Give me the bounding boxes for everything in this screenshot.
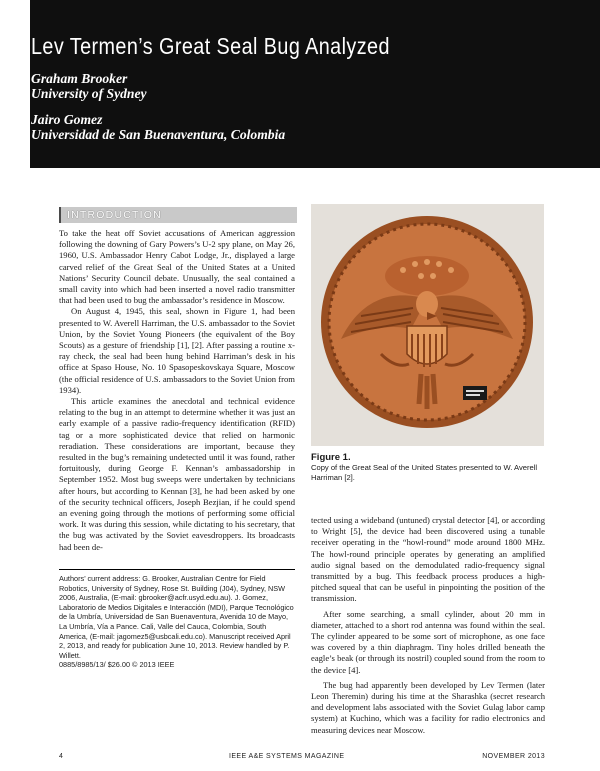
section-heading-bar	[59, 207, 297, 223]
article-title: Lev Termen’s Great Seal Bug Analyzed	[31, 33, 390, 59]
section-heading: INTRODUCTION	[67, 209, 162, 221]
affiliation-text: Authors’ current address: G. Brooker, Australian Centre for Field Robotics, University of Sydney, Rose St. Building (J04), Sydney, NSW 2006, Australia, (E-mail: gbrooker@acfr.usyd.edu.au). J. Gomez, Laboratorio de Medios Digitales e Interacción (MDI), Parque Tecnológico de la Umbría, Universidad de San Buenaventura, Avenida 10 de Mayo, La Umbría, Vía a Pance. Cali, Valle del Cauca, Colombia, South America, (E-mail: jagomez5@usbcali.edu.co). Manuscript received April 2, 2013, and ready for publication June 10, 2013. Review handled by P. Willett.	[59, 574, 294, 660]
paragraph: On August 4, 1945, this seal, shown in Figure 1, had been presented to W. Averell Harriman, the U.S. ambassador to the Soviet Union, by the Soviet Young Pioneers (the equivalent of the Boy Scouts) as a gesture of friendship [1], [2]. After passing a routine x-ray check, the seal had been hung behind Harriman’s desk in his office at Spaso House, No. 10 Spasopeskovskaya Square, Moscow (the official residence of U.S. ambassadors to the Soviet Union from 1934).	[59, 306, 295, 395]
body-column-right	[311, 515, 545, 747]
footnote-divider	[59, 569, 295, 570]
body-column-left	[59, 228, 295, 560]
magazine-name: IEEE A&E SYSTEMS MAGAZINE	[229, 753, 345, 760]
figure-great-seal-photo	[311, 204, 544, 446]
author-affiliation-footnote	[59, 574, 295, 670]
author-name: Jairo Gomez	[31, 112, 103, 127]
paragraph: After some searching, a small cylinder, about 20 mm in diameter, attached to a short rod antenna was found within the seal. The cylinder appeared to be some sort of microphone, as one face was covered by a thin diaphragm. Tiny holes drilled beneath the eagle’s beak (or through its nostril) coupled sound from the room to the device [4].	[311, 608, 545, 675]
paragraph: To take the heat off Soviet accusations of American aggression following the downing of Gary Powers’s U-2 spy plane, on May 26, 1960, U.S. Ambassador Henry Cabot Lodge, Jr., displayed a large carved relief of the Great Seal of the United States at a United Nations’ Security Council debate. Unusually, the seal contained a small cavity into which had been inserted a novel radio transmitter that had been used to bug the ambassador’s residence in Moscow.	[59, 228, 295, 306]
paragraph: tected using a wideband (untuned) crystal detector [4], or according to Wright [5], the device had been discovered using a tunable receiver operating in the “howl-round” mode around 1800 MHz. The howl-round principle operates by generating an amplified audio signal based on the demodulated radio-frequency signal transmitted by a bug. This feedback process produces a high-pitched squeal that can be useful in pinpointing the position of the transmission.	[311, 515, 545, 604]
page-number: 4	[59, 753, 64, 760]
paragraph: This article examines the anecdotal and technical evidence relating to the bug in an attempt to determine whether it was just an early example of a passive radio-frequency identification (RFID) tag or a more sophisticated device that relied on harmonic reradiation. These considerations are important, because they resulted in the bug’s remaining undetected until it was found, rather fortuitously, during George F. Kennan’s ambassadorship in September 1952. Most bug sweeps were undertaken by technicians after hours, but according to Kennan [3], he had been asked by one of the security technical officers, Joseph Bezjian, if he could spend an evening going through the motions of performing some official work. It was during this session, while dictating to his secretary, that the bug was activated by the Soviet eavesdroppers. Its broadcasts had been de-	[59, 396, 295, 552]
paragraph: The bug had apparently been developed by Lev Termen (later Leon Theremin) during his time at the Sharashka (secret research and development labs associated with the Soviet Gulag labor camp system) at Kuchino, which was a facility for radio electronics and measuring devices near Moscow.	[311, 679, 545, 735]
figure-label: Figure 1.	[311, 452, 351, 463]
author-jairo-gomez	[31, 112, 285, 142]
issue-date: NOVEMBER 2013	[482, 753, 545, 760]
author-name: Graham Brooker	[31, 71, 128, 86]
copyright-code: 0885/8985/13/ $26.00 © 2013 IEEE	[59, 660, 175, 670]
author-affiliation: Universidad de San Buenaventura, Colombia	[31, 127, 286, 142]
great-seal-carving-image	[311, 204, 544, 446]
figure-caption: Copy of the Great Seal of the United States presented to W. Averell Harriman [2].	[311, 463, 538, 482]
page-footer	[59, 753, 545, 765]
author-graham-brooker	[31, 71, 147, 101]
author-affiliation: University of Sydney	[31, 86, 147, 101]
